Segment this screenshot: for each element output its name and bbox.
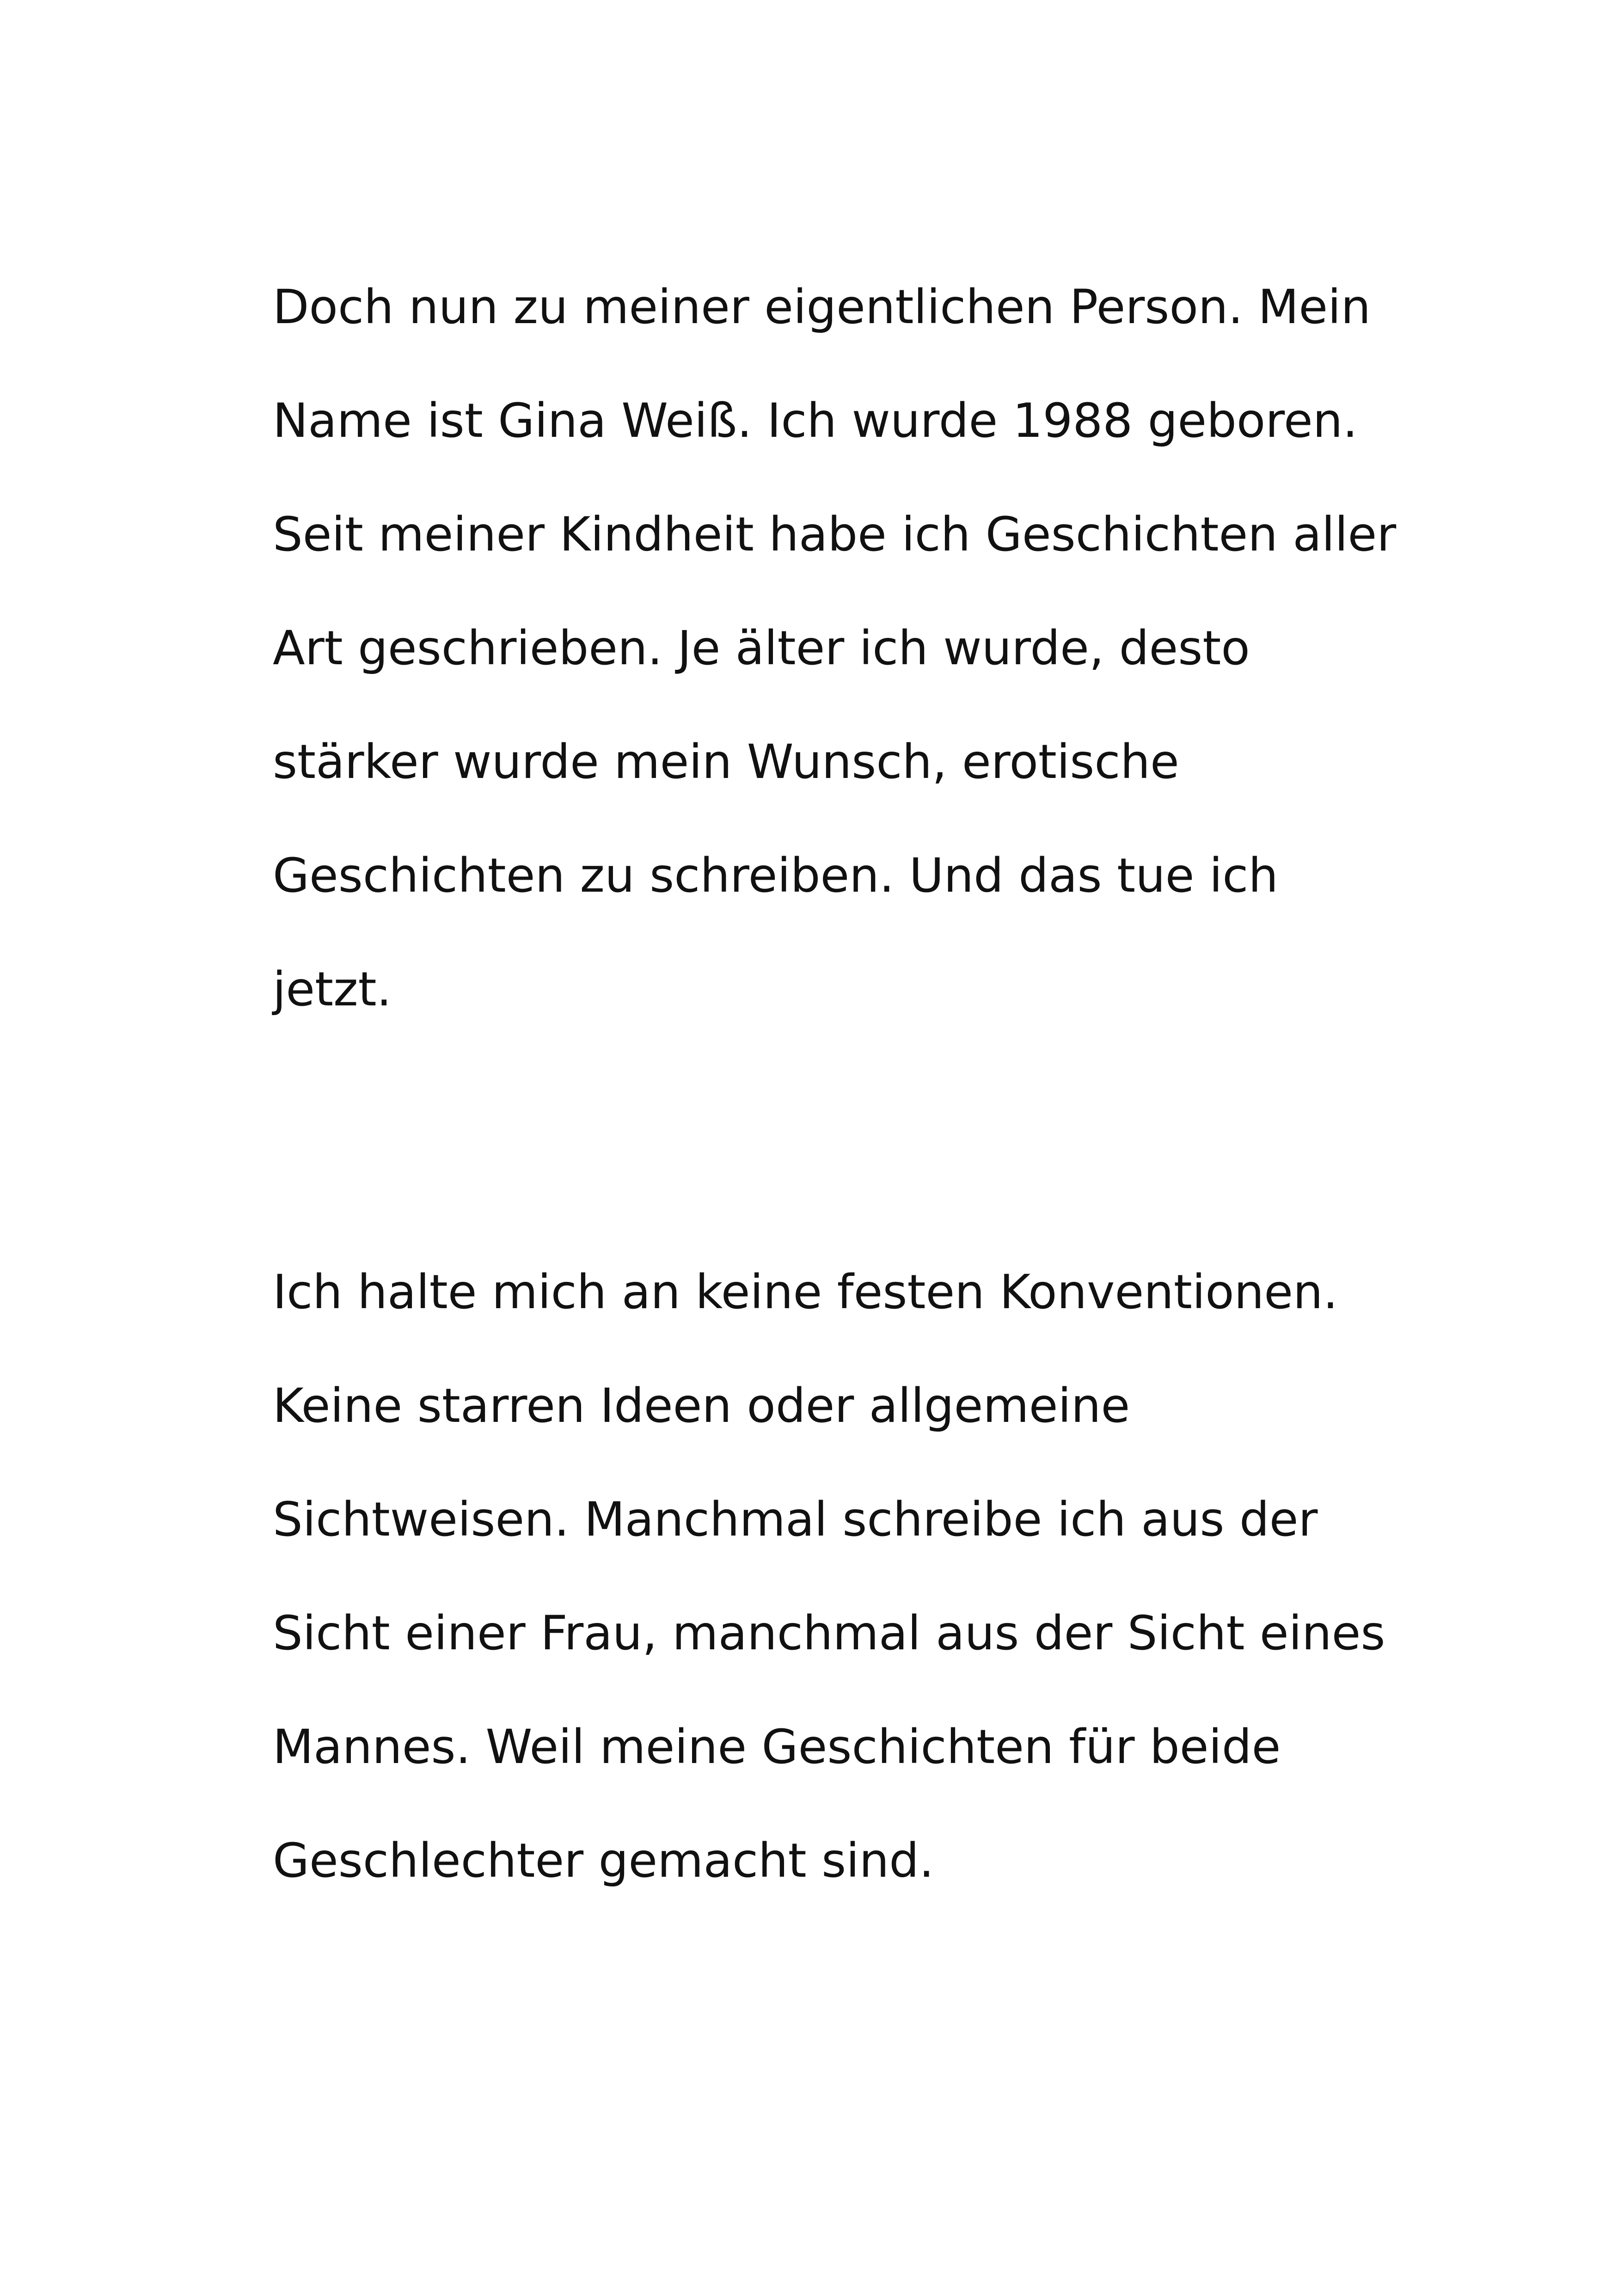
text-line: Geschichten zu schreiben. Und das tue ich: [273, 848, 1278, 903]
text-line: stärker wurde mein Wunsch, erotische: [273, 735, 1179, 790]
text-line: Mannes. Weil meine Geschichten für beide: [273, 1720, 1281, 1775]
text-line: Sichtweisen. Manchmal schreibe ich aus der: [273, 1492, 1318, 1547]
text-line: Doch nun zu meiner eigentlichen Person. Mein: [273, 280, 1371, 335]
text-line: Name ist Gina Weiß. Ich wurde 1988 geboren.: [273, 393, 1358, 448]
text-line: Geschlechter gemacht sind.: [273, 1833, 934, 1888]
paragraph-writing-approach: [273, 1263, 1385, 1946]
text-line: Sicht einer Frau, manchmal aus der Sicht eines: [273, 1606, 1385, 1661]
text-line: jetzt.: [273, 962, 392, 1017]
text-line: Seit meiner Kindheit habe ich Geschichten aller: [273, 507, 1397, 562]
text-line: Ich halte mich an keine festen Konventionen.: [273, 1265, 1338, 1320]
text-line: Keine starren Ideen oder allgemeine: [273, 1378, 1130, 1433]
paragraph-author-intro: [273, 278, 1397, 1074]
text-line: Art geschrieben. Je älter ich wurde, desto: [273, 621, 1250, 676]
